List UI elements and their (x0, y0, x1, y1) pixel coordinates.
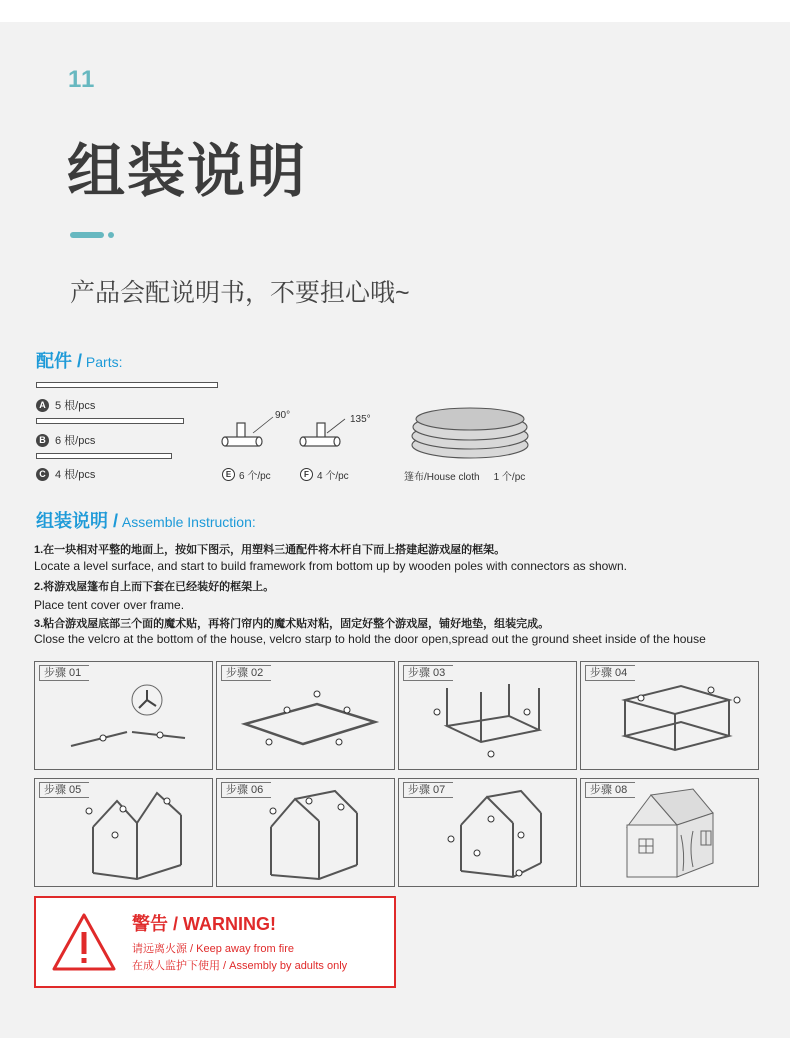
part-b-count: 6 根/pcs (55, 435, 96, 447)
parts-heading-cn: 配件 / (36, 351, 83, 371)
step-07-label: 步骤 07 (403, 782, 453, 798)
assembly-heading-en: Assemble Instruction: (118, 514, 256, 530)
connector-e-label (222, 467, 271, 482)
house-cloth-drawing (405, 405, 535, 465)
assembly-heading-cn: 组装说明 / (36, 511, 119, 531)
step-04-label: 步骤 04 (585, 665, 635, 681)
warning-adults: 在成人监护下使用 / Assembly by adults only (132, 960, 348, 972)
connector-f-badge: F (300, 468, 313, 481)
step-07-panel (398, 778, 577, 887)
parts-heading-en: Parts: (82, 354, 123, 370)
connector-e-badge: E (222, 468, 235, 481)
assembly-heading (36, 507, 256, 533)
title-underline-dot (108, 232, 114, 238)
part-c-badge: C (36, 468, 49, 481)
step-06-label: 步骤 06 (221, 782, 271, 798)
part-b-label (36, 432, 95, 448)
step-01-diagram (35, 662, 212, 769)
step-05-diagram (35, 779, 212, 886)
instruction-line-5: 3.粘合游戏屋底部三个面的魔术贴，再将门帘内的魔术贴对粘，固定好整个游戏屋，铺好地垫，组装完成。 (34, 618, 550, 630)
step-04-panel (580, 661, 759, 770)
connector-f-label (300, 467, 349, 482)
step-01-label: 步骤 01 (39, 665, 89, 681)
angle-135-label: 135° (350, 414, 371, 425)
part-c-count: 4 根/pcs (55, 469, 96, 481)
warning-fire: 请远离火源 / Keep away from fire (132, 943, 294, 955)
warning-box (34, 896, 396, 988)
pole-a-drawing (36, 382, 218, 388)
part-b-badge: B (36, 434, 49, 447)
step-07-diagram (399, 779, 576, 886)
step-08-panel (580, 778, 759, 887)
step-08-diagram (581, 779, 758, 886)
step-01-panel (34, 661, 213, 770)
part-a-label (36, 397, 95, 413)
warning-triangle-icon (52, 912, 116, 972)
page-subtitle: 产品会配说明书，不要担心哦~ (70, 279, 410, 307)
instruction-line-6: Close the velcro at the bottom of the house, velcro starp to hold the door open,spread out the ground sheet inside of the house (34, 632, 706, 646)
parts-heading (36, 347, 122, 373)
title-underline (70, 232, 104, 238)
instruction-line-1: 1.在一块相对平整的地面上，按如下图示，用塑料三通配件将木杆自下而上搭建起游戏屋的框架。 (34, 544, 506, 556)
step-02-panel (216, 661, 395, 770)
instruction-line-2: Locate a level surface, and start to build framework from bottom up by wooden poles with connectors as shown. (34, 559, 627, 573)
step-06-diagram (217, 779, 394, 886)
step-03-panel (398, 661, 577, 770)
step-05-panel (34, 778, 213, 887)
warning-title: 警告 / WARNING! (132, 914, 276, 934)
part-a-count: 5 根/pcs (55, 400, 96, 412)
angle-90-label: 90° (275, 410, 291, 421)
step-02-diagram (217, 662, 394, 769)
page-number: 11 (68, 66, 96, 93)
connector-f-count: 4 个/pc (317, 471, 349, 482)
house-cloth-label (404, 468, 525, 483)
step-03-label: 步骤 03 (403, 665, 453, 681)
page-title: 组装说明 (67, 139, 308, 204)
step-08-label: 步骤 08 (585, 782, 635, 798)
house-cloth-name: 篷布/House cloth (404, 472, 480, 483)
connector-e-count: 6 个/pc (239, 471, 271, 482)
part-a-badge: A (36, 399, 49, 412)
step-03-diagram (399, 662, 576, 769)
step-05-label: 步骤 05 (39, 782, 89, 798)
step-06-panel (216, 778, 395, 887)
house-cloth-count: 1 个/pc (493, 472, 526, 483)
step-04-diagram (581, 662, 758, 769)
instruction-line-4: Place tent cover over frame. (34, 598, 185, 612)
pole-c-drawing (36, 453, 172, 459)
step-02-label: 步骤 02 (221, 665, 271, 681)
instruction-line-3: 2.将游戏屋篷布自上而下套在已经装好的框架上。 (34, 581, 275, 593)
pole-b-drawing (36, 418, 184, 424)
part-c-label (36, 466, 95, 482)
